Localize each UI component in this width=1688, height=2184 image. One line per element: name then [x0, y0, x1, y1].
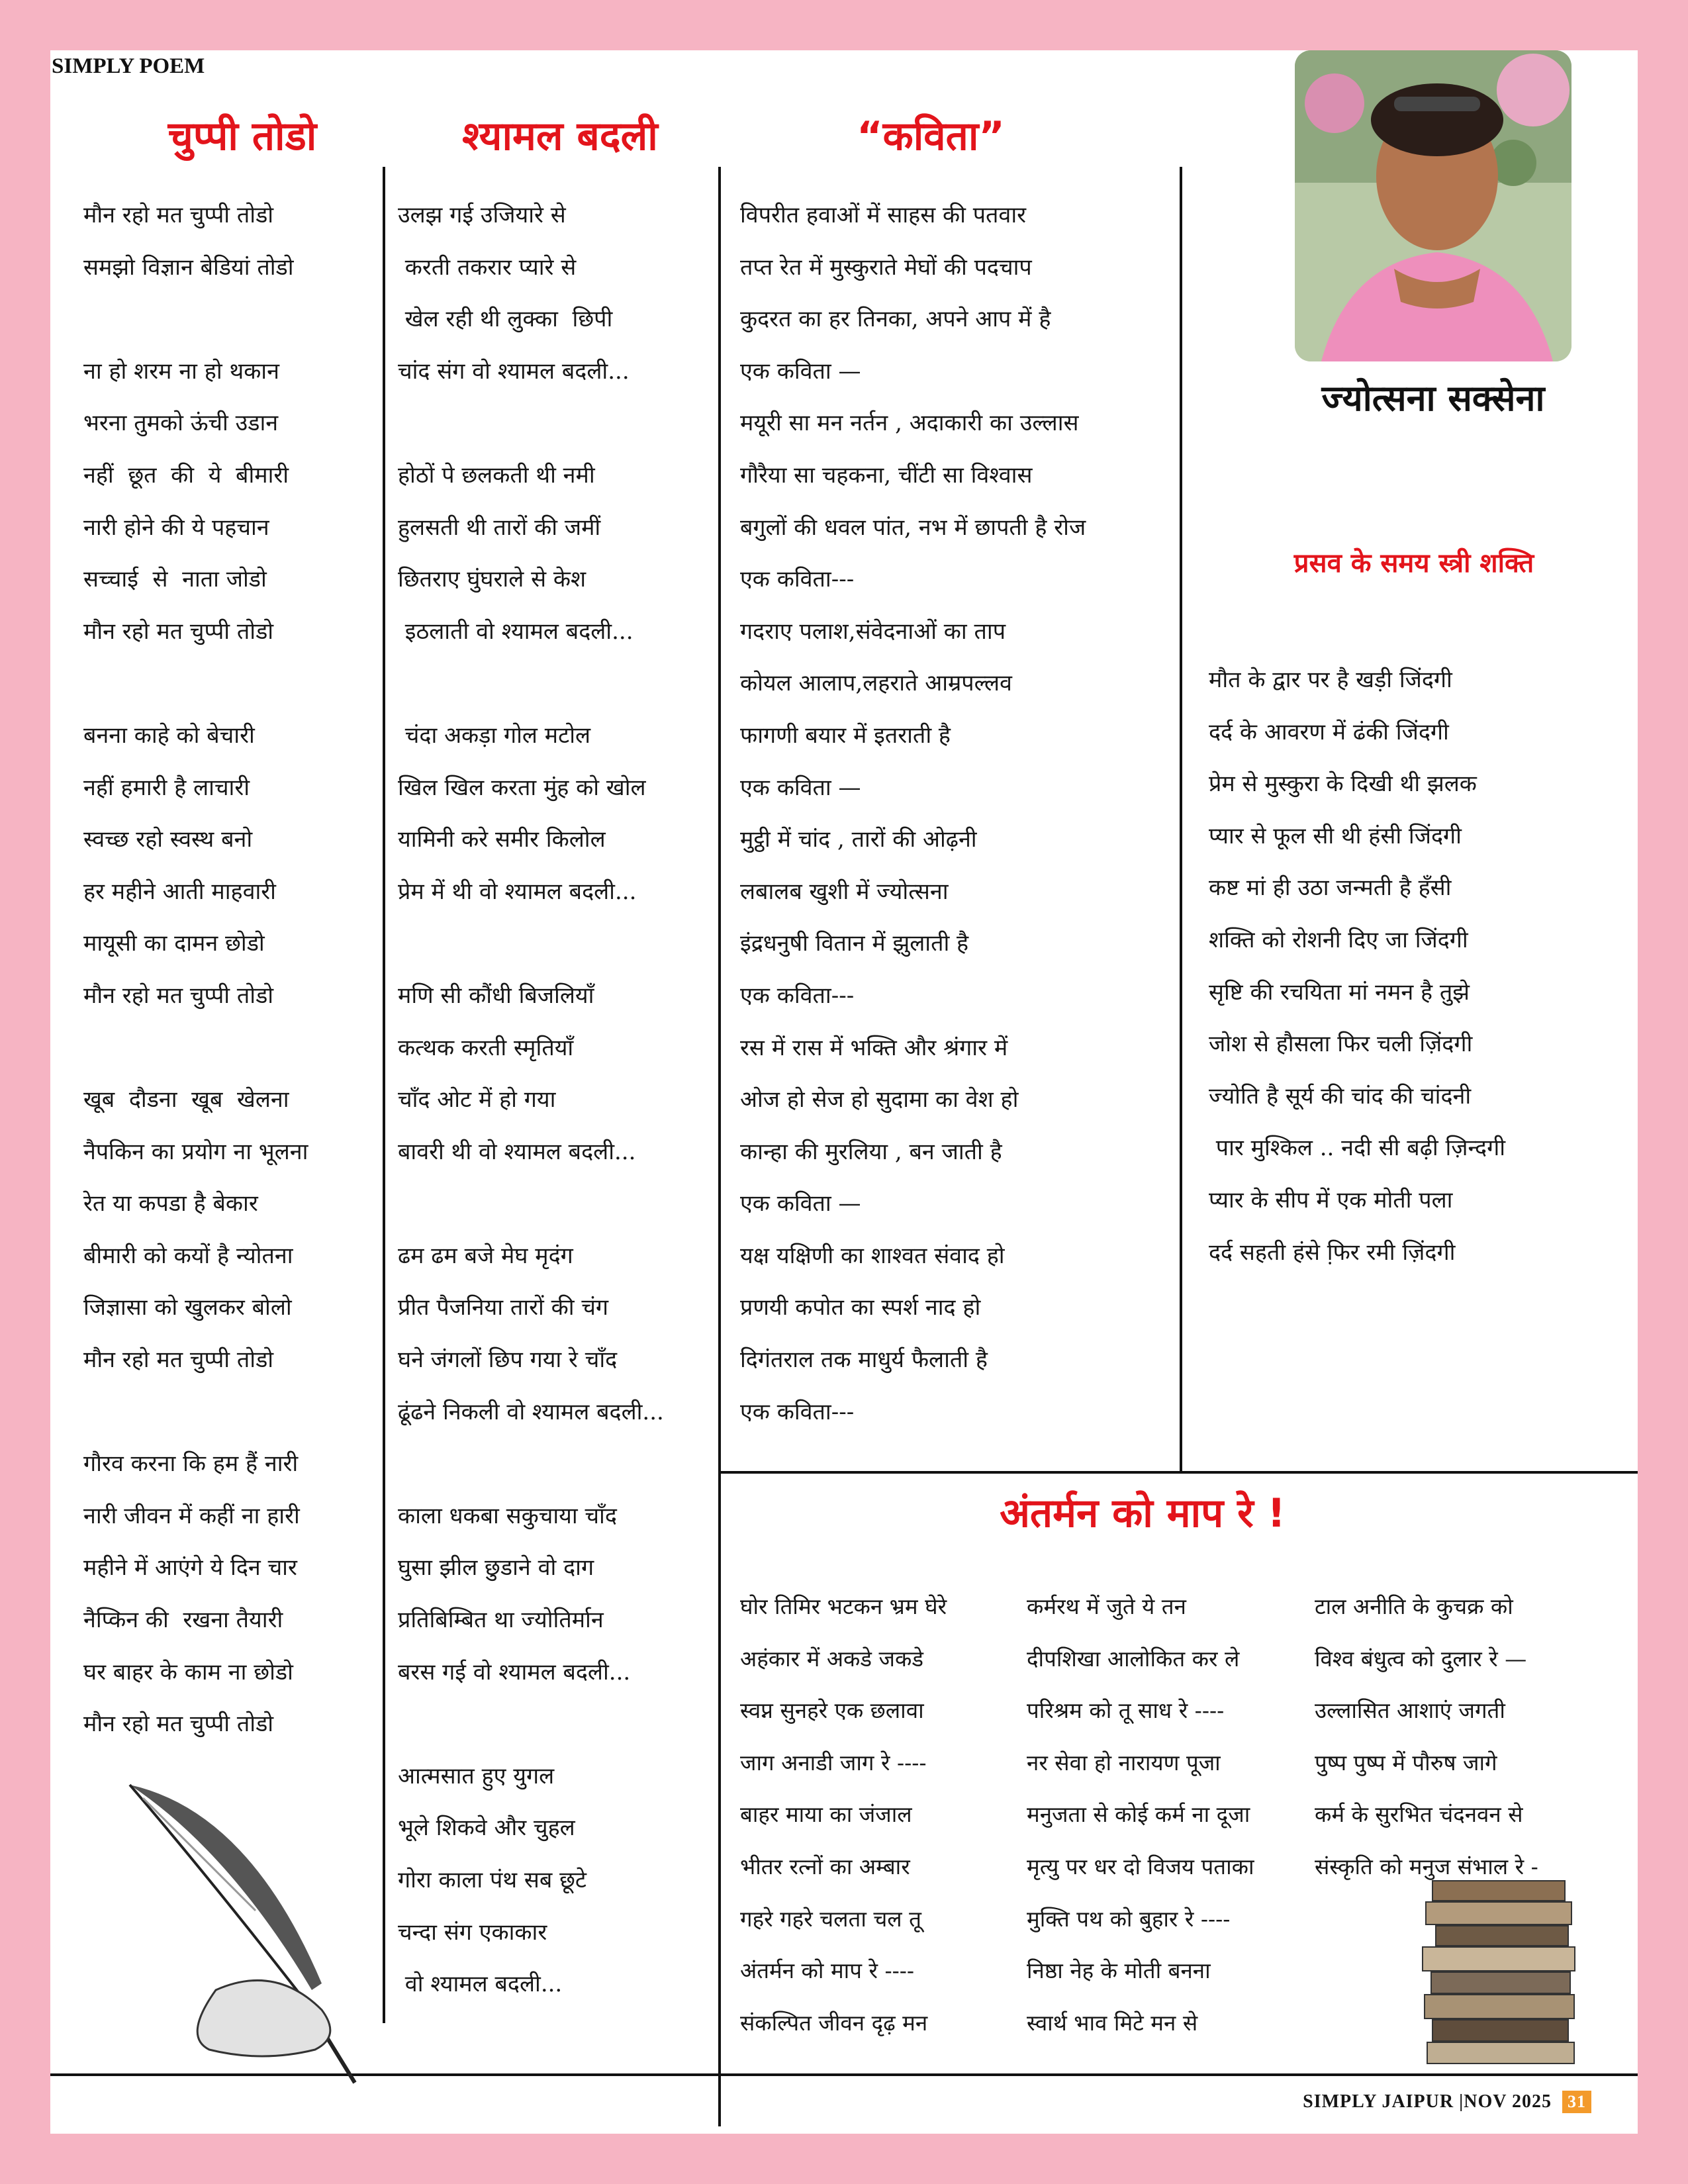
poem-line — [83, 657, 308, 710]
poem-line: जाग अनाडी जाग रे ---- — [740, 1749, 927, 1776]
poem-line: यामिनी करे समीर किलोल — [398, 826, 606, 853]
poem-line: नर सेवा हो नारायण पूजा — [1027, 1749, 1221, 1776]
footer-separator: | — [1459, 2091, 1464, 2112]
poem-line: निष्ठा नेह के मोती बनना — [1027, 1958, 1211, 1984]
poem-line: मौन रहो मत चुप्पी तोडो — [83, 982, 274, 1009]
author-photo — [1295, 50, 1571, 361]
poem-line: हर महीने आती माहवारी — [83, 878, 276, 905]
poem-line: सृष्टि की रचयिता मां नमन है तुझे — [1209, 978, 1470, 1006]
column-divider-2 — [718, 167, 721, 2126]
poem-line: मनुजता से कोई कर्म ना दूजा — [1027, 1801, 1250, 1828]
poem-line: पार मुश्किल .. नदी सी बढ़ी ज़िन्दगी — [1209, 1135, 1506, 1162]
column-divider-3 — [1180, 167, 1182, 1471]
poem-line: कष्ट मां ही उठा जन्मती है हँसी — [1209, 875, 1452, 902]
poem-line: काला धकबा सकुचाया चाँद — [398, 1502, 617, 1529]
poem-line: संस्कृति को मनुज संभाल रे - — [1315, 1853, 1538, 1879]
poem-line: मौन रहो मत चुप्पी तोडो — [83, 1711, 274, 1738]
poem-line: कर्म के सुरभित चंदनवन से — [1315, 1801, 1523, 1828]
author-portrait-icon — [1295, 50, 1571, 361]
section-tag: SIMPLY POEM — [52, 54, 205, 78]
poem-line: दर्द सहती हंसे फि़र रमी ज़िंदगी — [1209, 1239, 1456, 1266]
page-number: 31 — [1562, 2091, 1591, 2113]
poem-line: इठलाती वो श्यामल बदली... — [398, 618, 633, 645]
poem-line: समझो विज्ञान बेडियां तोडो — [83, 254, 294, 281]
poem-line: ढम ढम बजे मेघ मृदंग — [398, 1242, 573, 1269]
poem-line: दर्द के आवरण में ढंकी जिंदगी — [1209, 718, 1449, 745]
poem-line: चांद संग वो श्यामल बदली... — [398, 357, 630, 385]
poem-line: घर बाहर के काम ना छोडो — [83, 1658, 293, 1685]
poem-line: कोयल आलाप,लहराते आम्रपल्लव — [740, 670, 1012, 697]
poem-line: हुलसती थी तारों की जमीं — [398, 514, 601, 541]
poem-line: परिश्रम को तू साध रे ---- — [1027, 1697, 1225, 1724]
poem-line: दिगंतराल तक माधुर्य फैलाती है — [740, 1347, 988, 1374]
poem-line: आत्मसात हुए युगल — [398, 1762, 555, 1789]
footer-issue: NOV 2025 — [1464, 2091, 1552, 2112]
poem-line: रेत या कपडा है बेकार — [83, 1190, 258, 1217]
page-footer — [1303, 2091, 1591, 2113]
poem-line: जोश से हौसला फिर चली ज़िंदगी — [1209, 1031, 1473, 1058]
poem-line: पुष्प पुष्प में पौरुष जागे — [1315, 1749, 1497, 1776]
poem-line: फागणी बयार में इतराती है — [740, 722, 951, 749]
poem-line: एक कविता — — [740, 357, 861, 385]
poem5-title: अंतर्मन को माप रे ! — [1000, 1490, 1286, 1537]
poem-line: गोरा काला पंथ सब छूटे — [398, 1867, 587, 1893]
quill-pen-icon — [103, 1772, 381, 2089]
poem-line: बगुलों की धवल पांत, नभ में छापती है रोज — [740, 514, 1086, 541]
poem-line: मृत्यु पर धर दो विजय पताका — [1027, 1853, 1254, 1879]
poem-line — [398, 1178, 664, 1230]
poem-line: कत्थक करती स्मृतियाँ — [398, 1034, 574, 1061]
poem-line: शक्ति को रोशनी दिए जा जिंदगी — [1209, 926, 1468, 953]
poem2-lines — [398, 189, 664, 2011]
poem-line — [398, 1698, 664, 1750]
poem-line: मौन रहो मत चुप्पी तोडो — [83, 202, 274, 228]
poem-line — [398, 657, 664, 710]
poem-line: होठों पे छलकती थी नमी — [398, 461, 595, 489]
poem5-col2 — [1027, 1581, 1254, 2049]
poem-line: मौत के द्वार पर है खड़ी जिंदगी — [1209, 667, 1452, 693]
poem-line: कर्मरथ में जुते ये तन — [1027, 1593, 1186, 1619]
poem3-lines — [740, 189, 1086, 1438]
column-divider-1 — [383, 167, 385, 2023]
poem-line: महीने में आएंगे ये दिन चार — [83, 1554, 297, 1582]
poem-line: मुट्ठी में चांद , तारों की ओढ़नी — [740, 826, 977, 853]
poem-line: ओज हो सेज हो सुदामा का वेश हो — [740, 1086, 1019, 1114]
poem-line: मौन रहो मत चुप्पी तोडो — [83, 618, 274, 645]
poem5-col1 — [740, 1581, 947, 2049]
poem-line: विपरीत हवाओं में साहस की पतवार — [740, 202, 1027, 228]
poem-line: सच्चाई से नाता जोडो — [83, 566, 267, 593]
poem-line — [83, 1022, 308, 1074]
footer-magazine: SIMPLY JAIPUR — [1303, 2091, 1454, 2112]
poem-line — [83, 293, 308, 346]
poem-line: गदराए पलाश,संवेदनाओं का ताप — [740, 618, 1006, 645]
poem-line: चंदा अकड़ा गोल मटोल — [398, 722, 591, 749]
poem-line: स्वच्छ रहो स्वस्थ बनो — [83, 826, 253, 853]
poem-line: कुदरत का हर तिनका, अपने आप में है — [740, 306, 1051, 333]
poem-line: प्रीत पैजनिया तारों की चंग — [398, 1294, 609, 1321]
poem-line: यक्ष यक्षिणी का शाश्वत संवाद हो — [740, 1242, 1005, 1269]
poem-line: चाँद ओट में हो गया — [398, 1086, 556, 1114]
poem-line: गौरव करना कि हम हैं नारी — [83, 1450, 299, 1478]
poem-line: एक कविता — — [740, 774, 861, 801]
poem-line: चन्दा संग एकाकार — [398, 1919, 547, 1946]
poem-line: प्यार से फूल सी थी हंसी जिंदगी — [1209, 822, 1462, 849]
poem-line: एक कविता--- — [740, 982, 855, 1009]
poem-line: ढूंढने निकली वो श्यामल बदली... — [398, 1398, 664, 1425]
poem-line: मौन रहो मत चुप्पी तोडो — [83, 1347, 274, 1374]
poem-line: लबालब खुशी में ज्योत्सना — [740, 878, 949, 905]
poem-line: कान्हा की मुरलिया , बन जाती है — [740, 1138, 1002, 1165]
poem1-lines — [83, 189, 308, 1750]
poem-line: उलझ गई उजियारे से — [398, 202, 566, 228]
poem-line: खिल खिल करता मुंह को खोल — [398, 774, 646, 801]
poem-line: खेल रही थी लुक्का छिपी — [398, 306, 613, 333]
poem-line: बनना काहे को बेचारी — [83, 722, 255, 749]
poem-line: खूब दौडना खूब खेलना — [83, 1086, 289, 1114]
poem-line: स्वप्न सुनहरे एक छलावा — [740, 1697, 924, 1724]
poem-line: ना हो शरम ना हो थकान — [83, 357, 279, 385]
poem-line: एक कविता — — [740, 1190, 861, 1217]
poem1-title: चुप्पी तोडो — [167, 113, 317, 160]
poem-line: नैप्किन की रखना तैयारी — [83, 1607, 283, 1634]
poem4-title: प्रसव के समय स्त्री शक्ति — [1293, 548, 1534, 579]
poem-line: तप्त रेत में मुस्कुराते मेघों की पदचाप — [740, 254, 1032, 281]
poem-line: भूले शिकवे और चुहल — [398, 1815, 575, 1842]
poem2-title: श्यामल बदली — [462, 113, 658, 160]
poem-line: मणि सी कौंधी बिजलियाँ — [398, 982, 594, 1009]
author-name: ज्योत्सना सक्सेना — [1321, 377, 1545, 419]
poem-line: बावरी थी वो श्यामल बदली... — [398, 1138, 636, 1165]
poem-line: बरस गई वो श्यामल बदली... — [398, 1658, 631, 1685]
poem-line: भीतर रत्नों का अम्बार — [740, 1853, 910, 1879]
poem-line: इंद्रधनुषी वितान में झुलाती है — [740, 930, 969, 957]
poem-line: रस में रास में भक्ति और श्रंगार में — [740, 1034, 1008, 1061]
poem-line: प्रणयी कपोत का स्पर्श नाद हो — [740, 1294, 981, 1321]
poem-line: मायूसी का दामन छोडो — [83, 930, 265, 957]
book-stack-icon — [1413, 1868, 1598, 2066]
poem-line: ज्योति है सूर्य की चांद की चांदनी — [1209, 1082, 1472, 1110]
poem-line: एक कविता--- — [740, 566, 855, 593]
poem-line: करती तकरार प्यारे से — [398, 254, 577, 281]
poem-line: छितराए घुंघराले से केश — [398, 566, 586, 593]
poem-line: उल्लासित आशाएं जगती — [1315, 1697, 1505, 1724]
poem-line: बीमारी को कयों है न्योतना — [83, 1242, 293, 1269]
poem-line — [398, 397, 664, 450]
poem-line: गौरैया सा चहकना, चींटी सा विश्वास — [740, 461, 1033, 489]
poem-line: अंतर्मन को माप रे ---- — [740, 1958, 915, 1984]
poem-line: विश्व बंधुत्व को दुलार रे — — [1315, 1645, 1527, 1672]
poem-line: नारी जीवन में कहीं ना हारी — [83, 1502, 300, 1529]
poem-line — [83, 1386, 308, 1439]
poem-line: नैपकिन का प्रयोग ना भूलना — [83, 1138, 308, 1165]
poem-line: संकल्पित जीवन दृढ़ मन — [740, 2009, 928, 2036]
poem3-title: “कविता” — [857, 113, 1005, 160]
poem-line: एक कविता--- — [740, 1398, 855, 1425]
poem-line: नहीं छूत की ये बीमारी — [83, 461, 289, 489]
poem-line: घोर तिमिर भटकन भ्रम घेरे — [740, 1593, 947, 1619]
poem-line: प्रेम से मुस्कुरा के दिखी थी झलक — [1209, 771, 1477, 798]
poem-line: नहीं हमारी है लाचारी — [83, 774, 250, 801]
poem-line: जिज्ञासा को खुलकर बोलो — [83, 1294, 292, 1321]
poem-line: बाहर माया का जंजाल — [740, 1801, 912, 1828]
poem-line: गहरे गहरे चलता चल तू — [740, 1905, 921, 1932]
section-divider — [718, 1471, 1638, 1474]
poem-line: घने जंगलों छिप गया रे चाँद — [398, 1347, 618, 1374]
poem-line: भरना तुमको ऊंची उडान — [83, 410, 279, 437]
magazine-page — [50, 50, 1638, 2134]
poem-line: दीपशिखा आलोकित कर ले — [1027, 1645, 1240, 1672]
poem-line: वो श्यामल बदली... — [398, 1971, 563, 1998]
poem-line: नारी होने की ये पहचान — [83, 514, 269, 541]
poem-line — [398, 918, 664, 970]
poem5-col3 — [1315, 1581, 1538, 1893]
poem-line — [398, 1438, 664, 1490]
poem-line: प्रतिबिम्बित था ज्योतिर्मान — [398, 1607, 604, 1634]
poem-line: प्रेम में थी वो श्यामल बदली... — [398, 878, 637, 905]
poem-line: मयूरी सा मन नर्तन , अदाकारी का उल्लास — [740, 410, 1079, 437]
poem-line: मुक्ति पथ को बुहार रे ---- — [1027, 1905, 1231, 1932]
poem-line: प्यार के सीप में एक मोती पला — [1209, 1186, 1453, 1213]
poem-line: घुसा झील छुडाने वो दाग — [398, 1554, 594, 1582]
poem-line: टाल अनीति के कुचक्र को — [1315, 1593, 1513, 1619]
poem4-lines — [1209, 654, 1505, 1278]
poem-line: स्वार्थ भाव मिटे मन से — [1027, 2009, 1198, 2036]
poem-line: अहंकार में अकडे जकडे — [740, 1645, 924, 1672]
